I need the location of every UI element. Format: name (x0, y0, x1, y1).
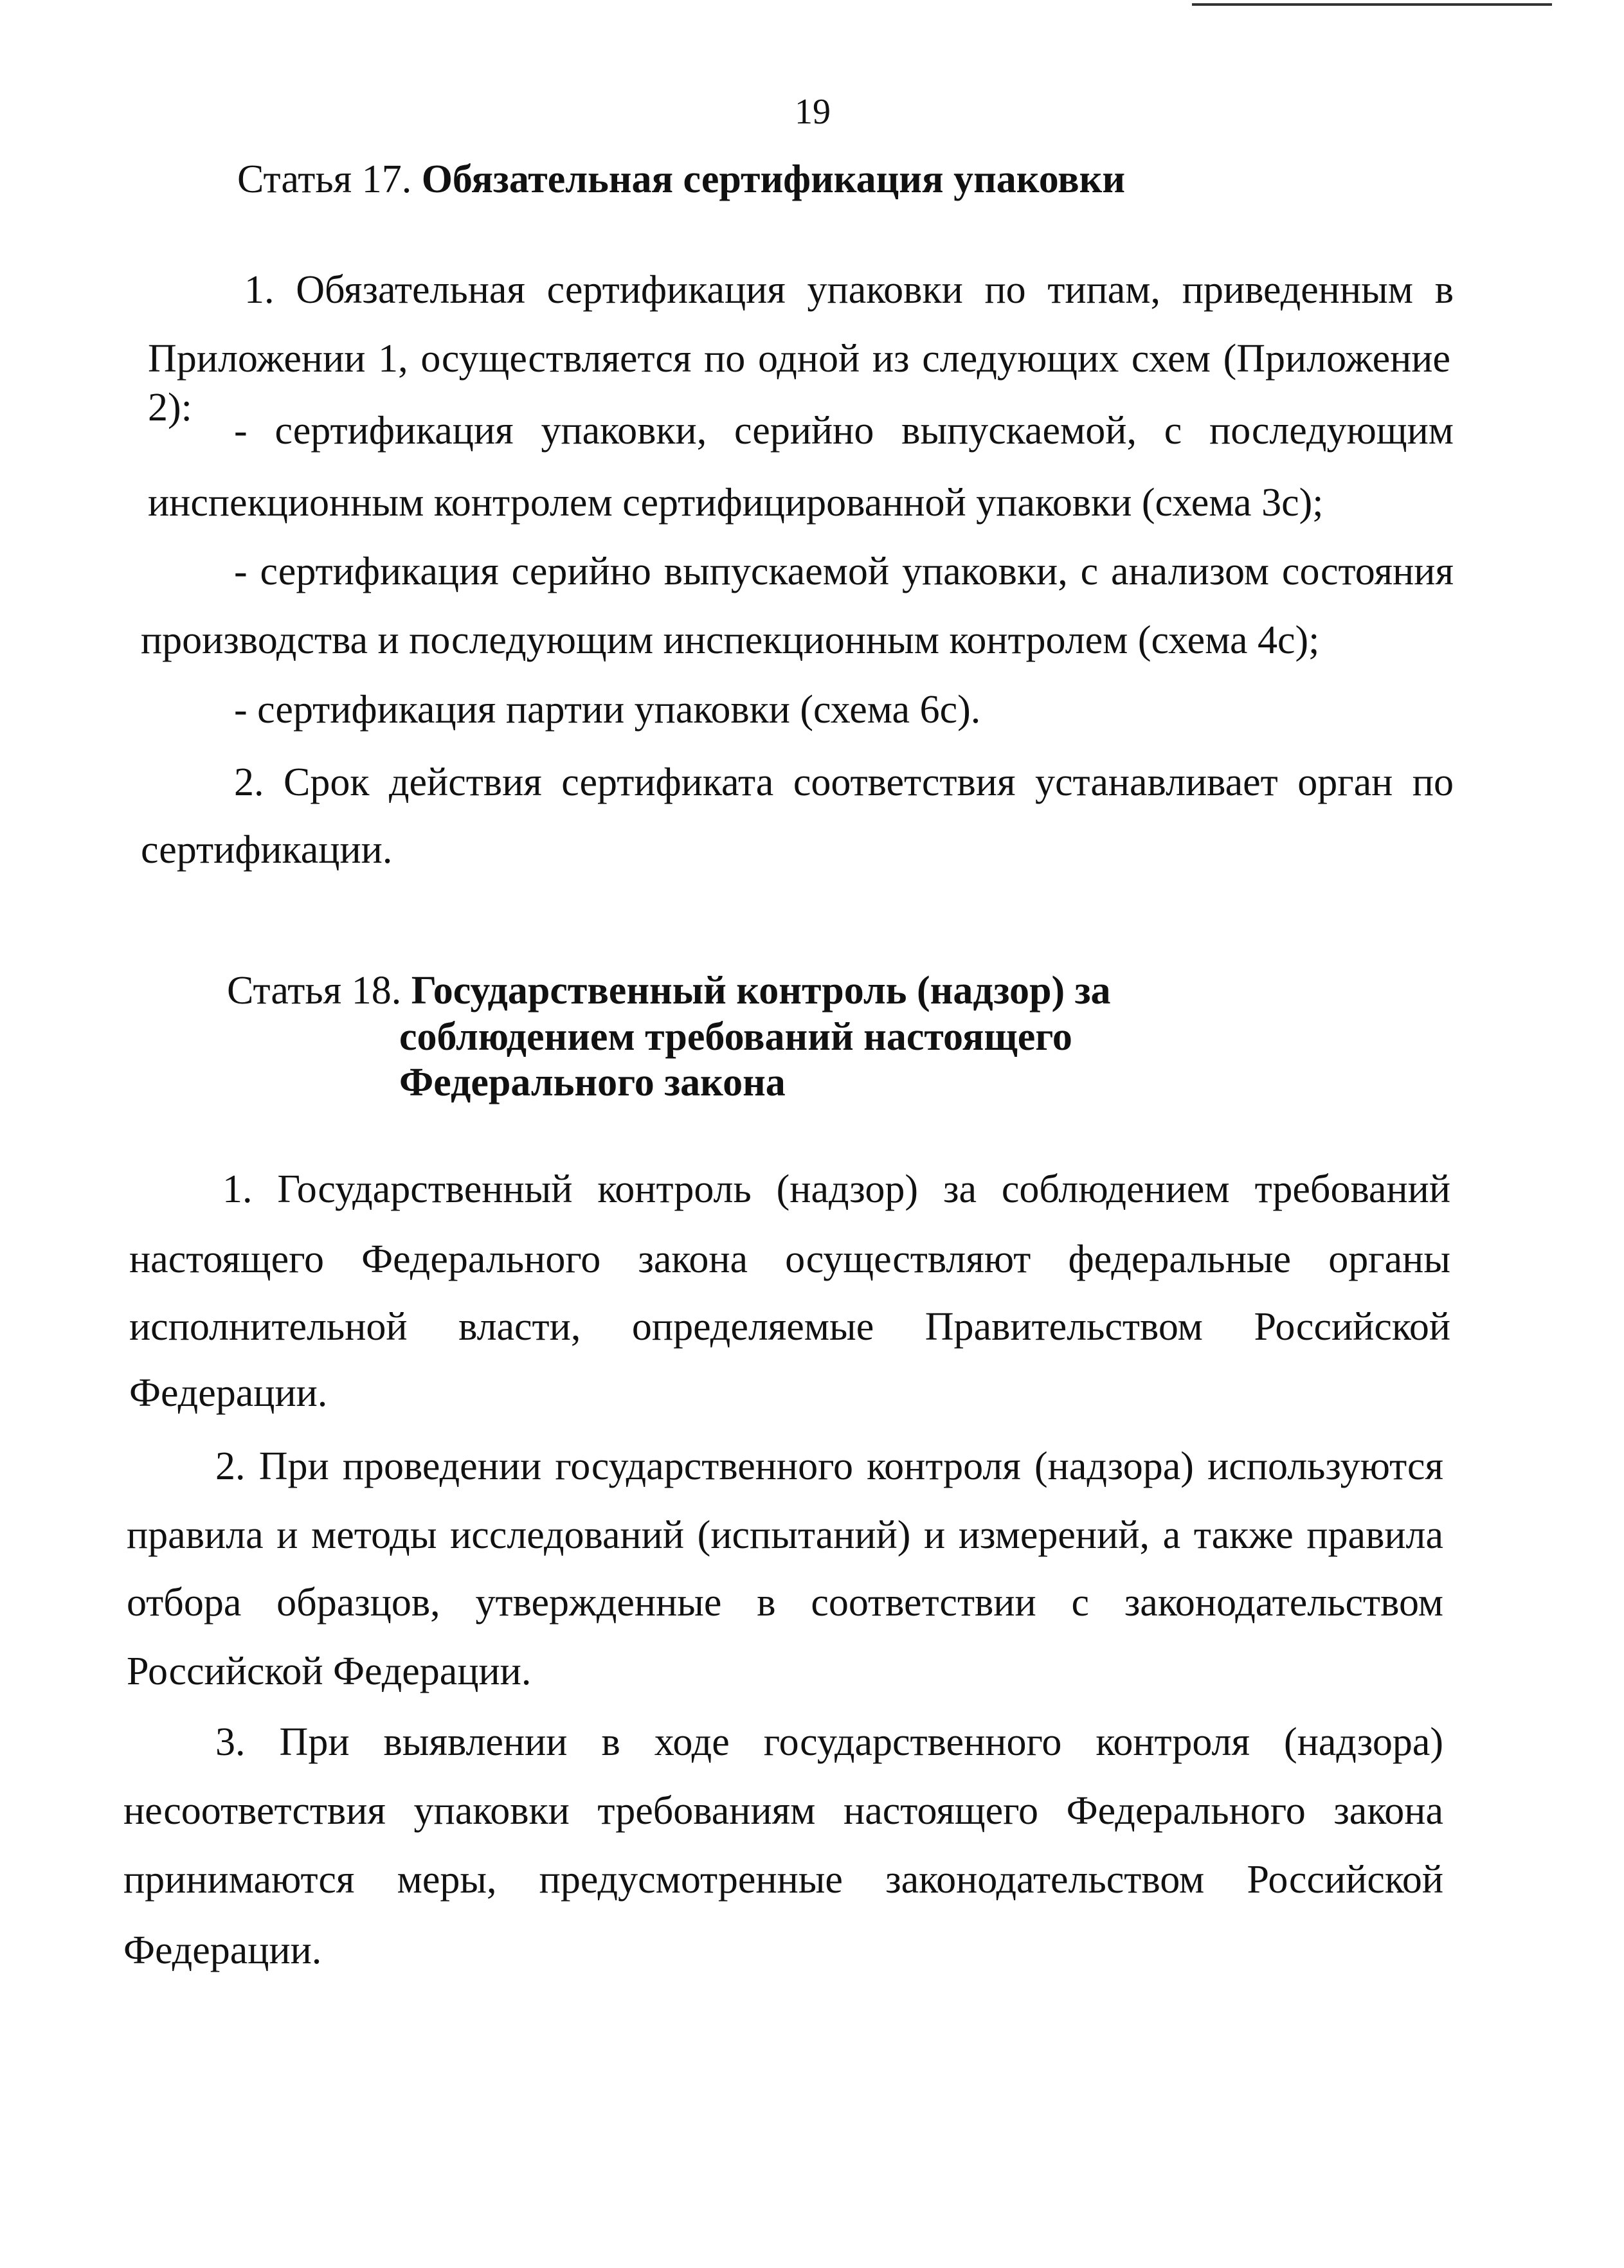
text-line: Федерации. (129, 1371, 328, 1415)
scan-edge-line (1192, 3, 1552, 6)
text-line: 2. Срок действия сертификата соответствия устанавливает орган по (234, 760, 1454, 804)
article-17-title: Обязательная сертификация упаковки (421, 158, 1126, 201)
text-line: - сертификация партии упаковки (схема 6с). (234, 688, 981, 732)
article-18-title-line: Государственный контроль (надзор) за (411, 969, 1111, 1013)
text-line: Федерации. (123, 1929, 322, 1972)
text-line: сертификации. (141, 828, 393, 872)
text-line: инспекционным контролем сертифицированной упаковки (схема 3с); (148, 481, 1324, 525)
text-line: Приложении 1, осуществляется по одной из следующих схем (Приложение 2): (148, 337, 1450, 429)
article-18-label: Статья 18. (227, 969, 402, 1013)
text-line: принимаются меры, предусмотренные законодательством Российской (123, 1858, 1443, 1902)
article-17-heading (237, 155, 1125, 204)
text-line: настоящего Федерального закона осуществляют федеральные органы (129, 1238, 1450, 1281)
text-line: исполнительной власти, определяемые Правительством Российской (129, 1305, 1450, 1349)
text-line: 2. При проведении государственного контроля (надзора) используются (215, 1444, 1443, 1488)
text-line: 1. Обязательная сертификация упаковки по типам, приведенным в (244, 268, 1454, 312)
text-line: несоответствия упаковки требованиям настоящего Федерального закона (123, 1789, 1443, 1833)
text-line: правила и методы исследований (испытаний) и измерений, а также правила (127, 1513, 1443, 1557)
text-line: - сертификация упаковки, серийно выпускаемой, с последующим (234, 409, 1454, 453)
text-line: отбора образцов, утвержденные в соответствии с законодательством (127, 1581, 1443, 1625)
page-number: 19 (795, 92, 831, 132)
article-18-heading (227, 966, 1111, 1015)
article-18-title-line: соблюдением требований настоящего (399, 1015, 1072, 1059)
article-18-title-line: Федерального закона (399, 1061, 786, 1104)
text-line: - сертификация серийно выпускаемой упаковки, с анализом состояния (234, 550, 1454, 593)
text-line: 3. При выявлении в ходе государственного контроля (надзора) (215, 1720, 1443, 1764)
text-line: Российской Федерации. (127, 1650, 532, 1693)
article-17-label: Статья 17. (237, 158, 412, 201)
text-line: производства и последующим инспекционным контролем (схема 4с); (141, 618, 1320, 662)
text-line: 1. Государственный контроль (надзор) за соблюдением требований (222, 1167, 1450, 1211)
